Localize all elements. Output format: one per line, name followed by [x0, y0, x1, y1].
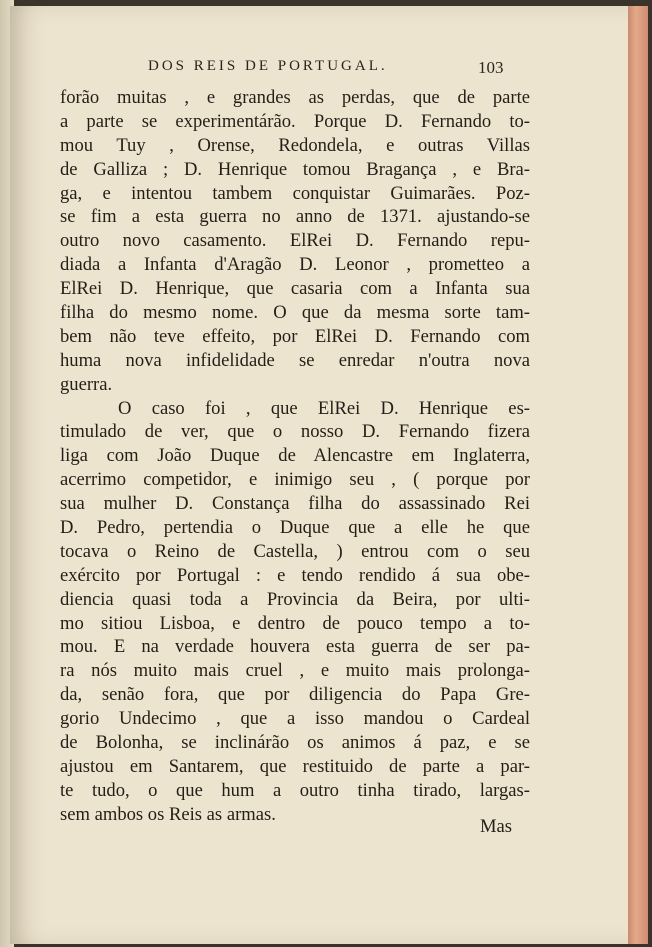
text-line: ElRei D. Henrique, que casaria com a Infanta sua [60, 278, 530, 300]
text-line: de Bolonha, se inclinárão os animos á paz, e se [60, 732, 530, 754]
text-line: acerrimo competidor, e inimigo seu , ( porque por [60, 469, 530, 491]
text-line: huma nova infidelidade se enredar n'outra nova [60, 349, 530, 371]
text-line: bem não teve effeito, por ElRei D. Fernando com [60, 325, 530, 347]
text-line: filha do mesmo nome. O que da mesma sorte tam- [60, 302, 530, 324]
text-line: liga com João Duque de Alencastre em Inglaterra, [60, 445, 530, 467]
text-line: sua mulher D. Constança filha do assassinado Rei [60, 493, 530, 515]
text-line: a parte se experimentárão. Porque D. Fernando to- [60, 110, 530, 132]
text-line: exército por Portugal : e tendo rendido á sua obe- [60, 564, 530, 586]
text-line: se fim a esta guerra no anno de 1371. ajustando-se [60, 206, 530, 228]
text-line: sem ambos os Reis as armas. [60, 803, 276, 825]
text-line: da, senão fora, que por diligencia do Papa Gre- [60, 684, 530, 706]
text-line: outro novo casamento. ElRei D. Fernando repu- [60, 230, 530, 252]
text-line: gorio Undecimo , que a isso mandou o Cardeal [60, 708, 530, 730]
page-number: 103 [478, 58, 504, 77]
text-line: ra nós muito mais cruel , e muito mais prolonga- [60, 660, 530, 682]
text-line: mo sitiou Lisboa, e dentro de pouco tempo a to- [60, 612, 530, 634]
text-line: mou. E na verdade houvera esta guerra de ser pa- [60, 636, 530, 658]
text-line: O caso foi , que ElRei D. Henrique es- [118, 397, 530, 419]
text-line: mou Tuy , Orense, Redondela, e outras Villas [60, 134, 530, 156]
text-line: ga, e intentou tambem conquistar Guimarães. Poz- [60, 182, 530, 204]
text-line: de Galliza ; D. Henrique tomou Bragança , e Bra- [60, 158, 530, 180]
text-line: te tudo, o que hum a outro tinha tirado, largas- [60, 779, 530, 801]
text-line: diada a Infanta d'Aragão D. Leonor , prometteo a [60, 254, 530, 276]
page-fore-edge [628, 6, 648, 944]
text-line: D. Pedro, pertendia o Duque que a elle he que [60, 517, 530, 539]
text-line: tocava o Reino de Castella, ) entrou com o seu [60, 540, 530, 562]
text-line: diencia quasi toda a Provincia da Beira, por ulti- [60, 588, 530, 610]
text-line: guerra. [60, 373, 113, 395]
page-header [148, 58, 548, 84]
text-line: ajustou em Santarem, que restituido de parte a par- [60, 755, 530, 777]
running-head: DOS REIS DE PORTUGAL. [148, 58, 388, 74]
catchword: Mas [480, 816, 513, 837]
text-line: forão muitas , e grandes as perdas, que de parte [60, 87, 530, 108]
text-line: timulado de ver, que o nosso D. Fernando fizera [60, 421, 530, 443]
body-text [60, 86, 530, 827]
